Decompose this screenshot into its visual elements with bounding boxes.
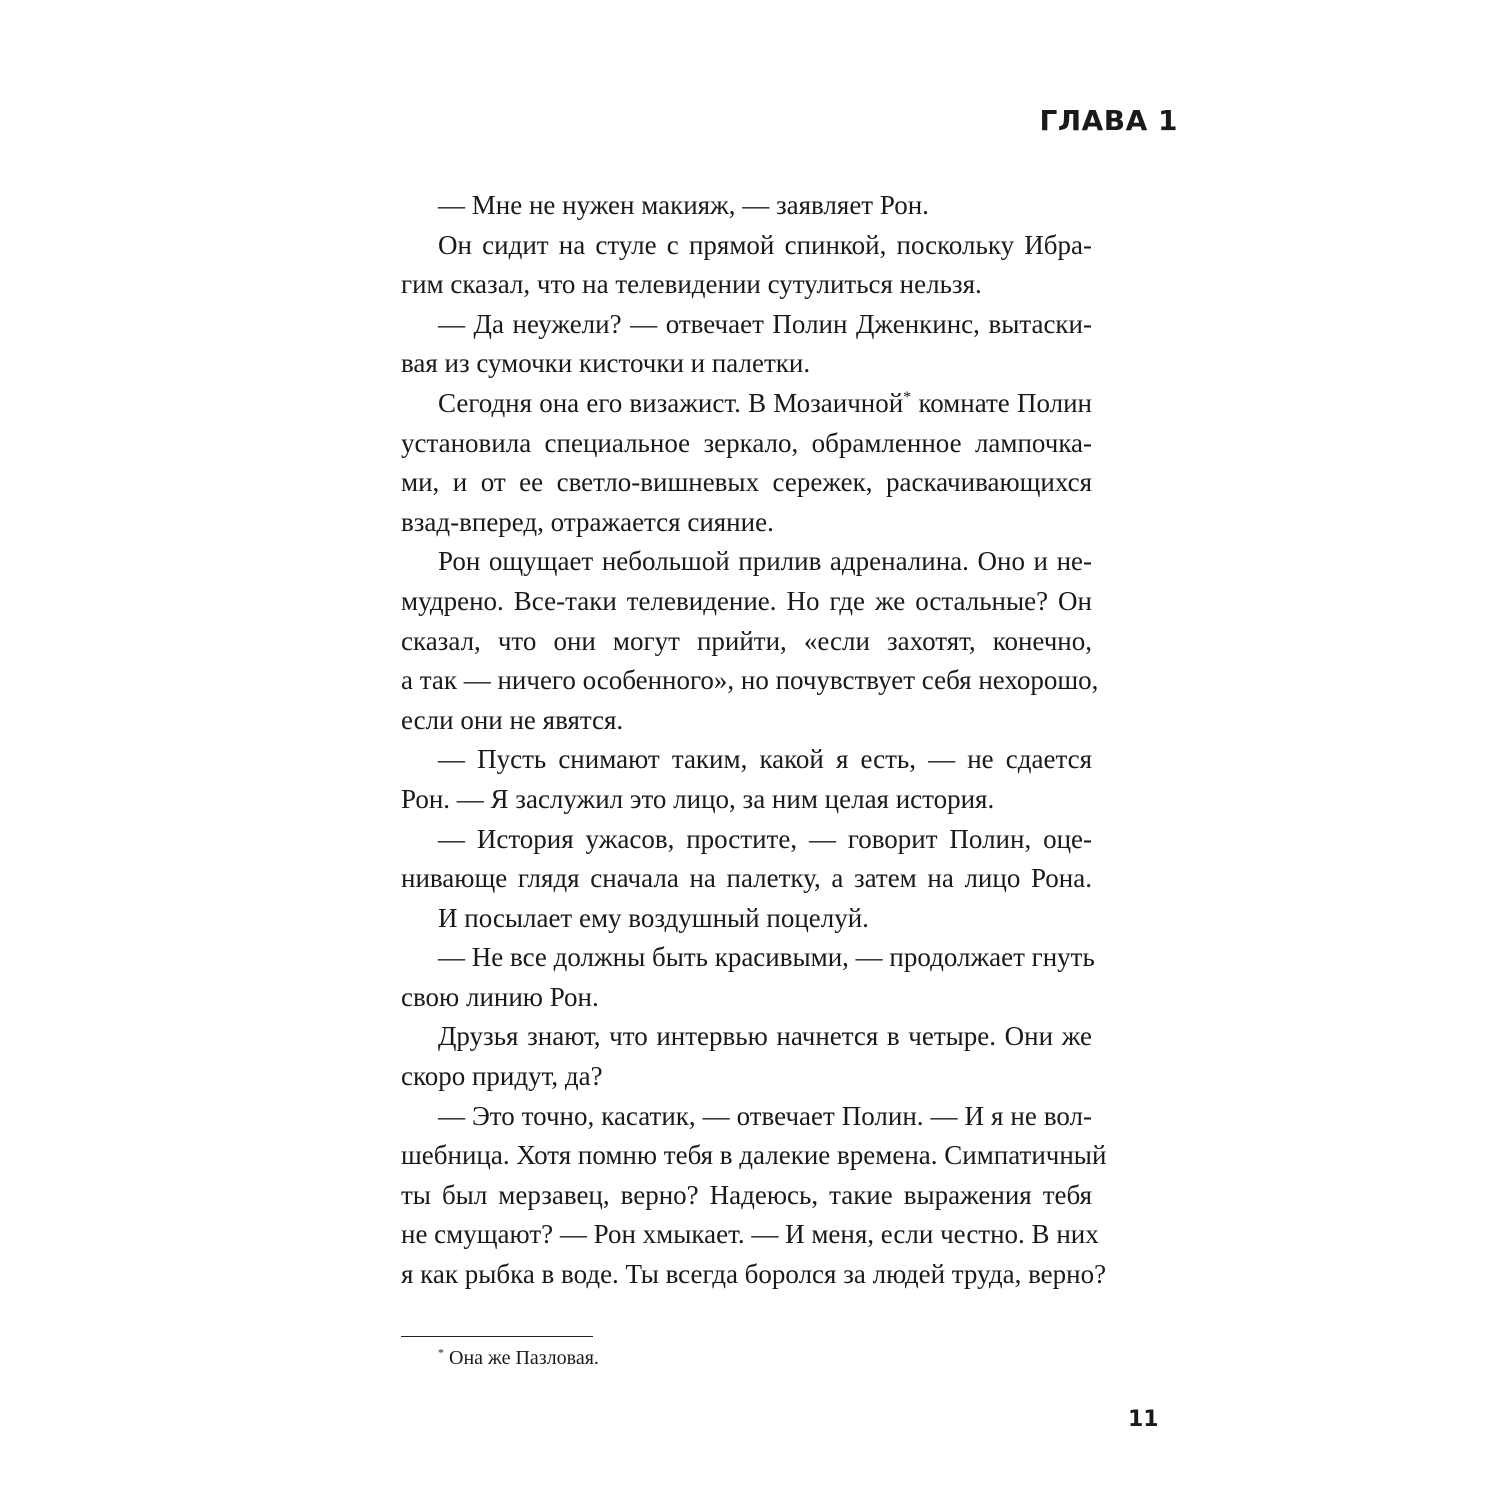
text-line: я как рыбка в воде. Ты всегда боролся за людей труда, верно? bbox=[401, 1259, 1107, 1290]
text-line bbox=[401, 384, 1092, 424]
text-line: установила специальное зеркало, обрамленное лампочка- bbox=[401, 427, 1092, 458]
text-line: а так — ничего особенного», но почувствует себя нехорошо, bbox=[401, 665, 1099, 696]
text-line: скоро придут, да? bbox=[401, 1061, 603, 1092]
text-line: гим сказал, что на телевидении сутулиться нельзя. bbox=[401, 269, 982, 300]
text-line: — Пусть снимают таким, какой я есть, — не сдается bbox=[438, 744, 1092, 775]
chapter-title: ГЛАВА 1 bbox=[1039, 104, 1178, 137]
text-line: нивающе глядя сначала на палетку, а затем на лицо Рона. bbox=[401, 863, 1092, 894]
text-line: — Да неужели? — отвечает Полин Дженкинс, вытаски- bbox=[438, 308, 1092, 339]
text-line: мудрено. Все-таки телевидение. Но где же остальные? Он bbox=[401, 585, 1092, 616]
text-line: сказал, что они могут прийти, «если захотят, конечно, bbox=[401, 625, 1092, 656]
text-line: — История ужасов, простите, — говорит Полин, оце- bbox=[438, 823, 1092, 854]
footnote-divider bbox=[401, 1336, 593, 1337]
text-line: не смущают? — Рон хмыкает. — И меня, если честно. В них bbox=[401, 1219, 1099, 1250]
text-line: ты был мерзавец, верно? Надеюсь, такие выражения тебя bbox=[401, 1179, 1092, 1210]
body-text bbox=[401, 186, 1107, 1295]
text-fragment: комнате Полин bbox=[918, 387, 1092, 418]
text-line: Рон ощущает небольшой прилив адреналина. Оно и не- bbox=[438, 546, 1092, 577]
text-line: Рон. — Я заслужил это лицо, за ним целая история. bbox=[401, 783, 995, 814]
footnote bbox=[438, 1347, 599, 1370]
text-line: ми, и от ее светло-вишневых сережек, раскачивающихся bbox=[401, 467, 1092, 498]
footnote-text: Она же Пазловая. bbox=[449, 1347, 599, 1369]
text-line: вая из сумочки кисточки и палетки. bbox=[401, 348, 811, 379]
text-line: взад-вперед, отражается сияние. bbox=[401, 506, 774, 537]
text-line: — Мне не нужен макияж, — заявляет Рон. bbox=[438, 190, 929, 220]
text-line: — Не все должны быть красивыми, — продолжает гнуть bbox=[438, 942, 1095, 973]
text-line: Он сидит на стуле с прямой спинкой, поскольку Ибра- bbox=[438, 229, 1092, 260]
text-line: шебница. Хотя помню тебя в далекие времена. Симпатичный bbox=[401, 1140, 1107, 1171]
footnote-marker: * bbox=[438, 1345, 444, 1360]
text-line: Друзья знают, что интервью начнется в четыре. Они же bbox=[438, 1021, 1092, 1052]
text-fragment: Сегодня она его визажист. В Мозаичной bbox=[438, 387, 904, 418]
text-line: — Это точно, касатик, — отвечает Полин. — И я не вол- bbox=[438, 1100, 1092, 1131]
text-line: если они не явятся. bbox=[401, 704, 624, 735]
text-line: свою линию Рон. bbox=[401, 981, 599, 1012]
page-number: 11 bbox=[1128, 1407, 1159, 1432]
footnote-reference: * bbox=[903, 387, 912, 406]
text-line: И посылает ему воздушный поцелуй. bbox=[438, 902, 869, 933]
